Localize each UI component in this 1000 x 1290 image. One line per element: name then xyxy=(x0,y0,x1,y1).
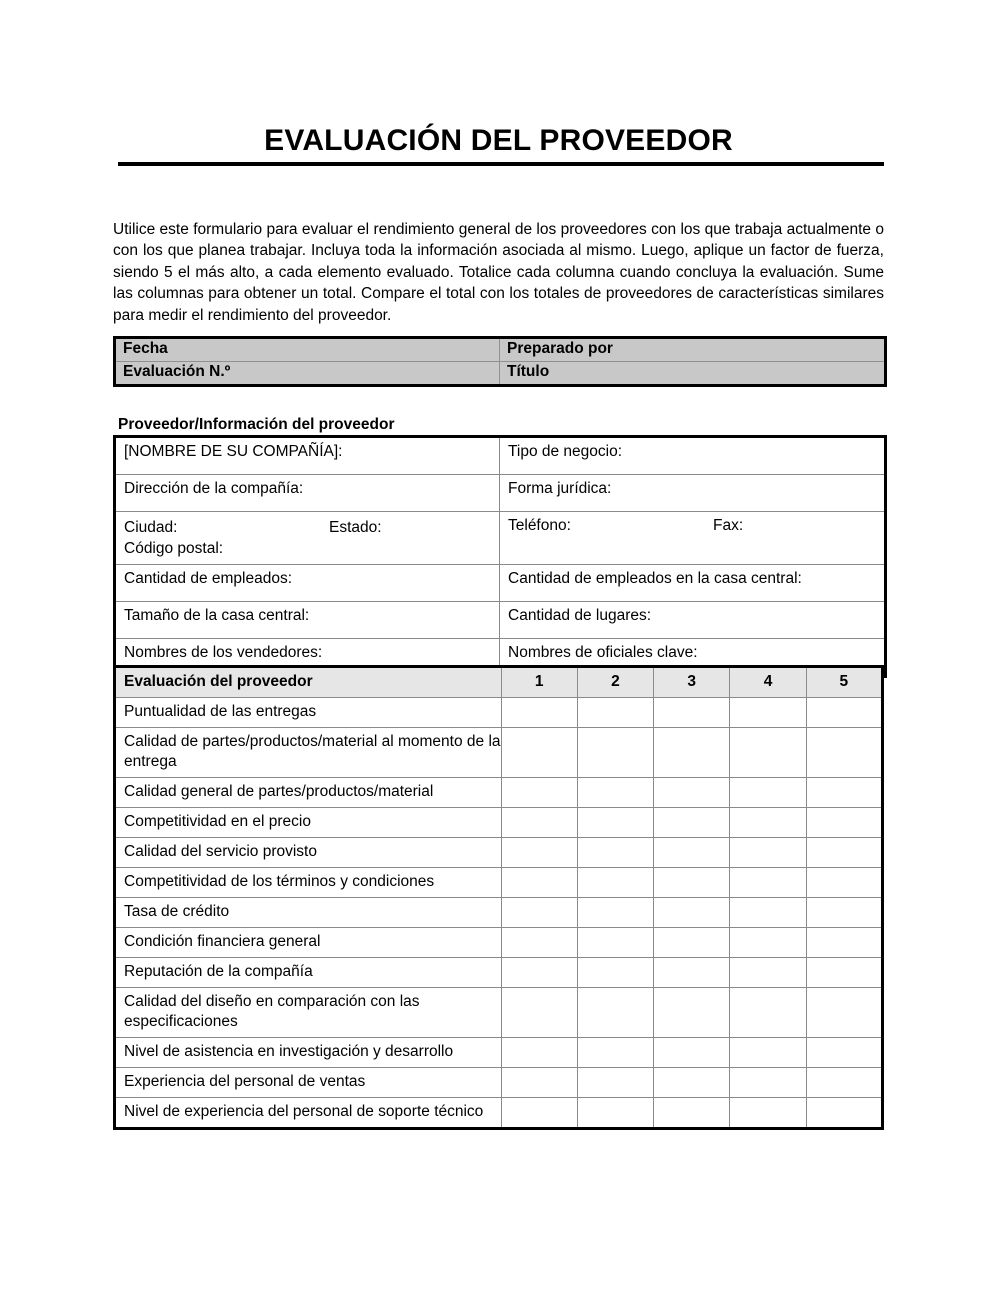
evaluation-score-cell[interactable] xyxy=(501,1098,577,1129)
evaluation-header-row xyxy=(115,667,883,698)
supplier-info-field-right[interactable]: Cantidad de empleados en la casa central: xyxy=(500,565,886,602)
supplier-info-field-left[interactable]: Nombres de los vendedores: xyxy=(115,639,500,677)
supplier-info-heading: Proveedor/Información del proveedor xyxy=(118,416,395,433)
evaluation-criterion-label: Calidad del servicio provisto xyxy=(115,838,502,868)
table-row xyxy=(115,512,886,565)
evaluation-score-cell[interactable] xyxy=(806,698,882,728)
supplier-info-field-right[interactable] xyxy=(500,512,886,565)
table-row xyxy=(115,475,886,512)
evaluation-score-cell[interactable] xyxy=(501,928,577,958)
evaluation-score-cell[interactable] xyxy=(501,898,577,928)
supplier-info-field-right[interactable]: Nombres de oficiales clave: xyxy=(500,639,886,677)
evaluation-score-cell[interactable] xyxy=(577,988,653,1038)
evaluation-score-cell[interactable] xyxy=(806,1068,882,1098)
evaluation-score-cell[interactable] xyxy=(654,958,730,988)
evaluation-score-cell[interactable] xyxy=(577,728,653,778)
evaluation-score-header-1: 1 xyxy=(501,667,577,698)
evaluation-criterion-label: Competitividad de los términos y condiciones xyxy=(115,868,502,898)
evaluation-score-cell[interactable] xyxy=(806,928,882,958)
evaluation-score-cell[interactable] xyxy=(730,698,806,728)
table-row xyxy=(115,1038,883,1068)
title-divider xyxy=(118,162,884,166)
evaluation-score-cell[interactable] xyxy=(501,868,577,898)
evaluation-score-header-4: 4 xyxy=(730,667,806,698)
table-row xyxy=(115,728,883,778)
evaluation-score-cell[interactable] xyxy=(577,838,653,868)
table-row xyxy=(115,1068,883,1098)
evaluation-score-cell[interactable] xyxy=(577,868,653,898)
evaluation-score-cell[interactable] xyxy=(730,988,806,1038)
evaluation-score-cell[interactable] xyxy=(577,928,653,958)
evaluation-score-cell[interactable] xyxy=(501,1038,577,1068)
supplier-info-field-left[interactable]: Cantidad de empleados: xyxy=(115,565,500,602)
evaluation-score-cell[interactable] xyxy=(730,1098,806,1129)
evaluation-score-cell[interactable] xyxy=(577,1038,653,1068)
evaluation-criterion-label: Experiencia del personal de ventas xyxy=(115,1068,502,1098)
evaluation-criterion-label: Competitividad en el precio xyxy=(115,808,502,838)
evaluation-score-header-5: 5 xyxy=(806,667,882,698)
evaluation-score-header-2: 2 xyxy=(577,667,653,698)
table-row xyxy=(115,437,886,475)
evaluation-score-cell[interactable] xyxy=(501,988,577,1038)
evaluation-score-cell[interactable] xyxy=(577,808,653,838)
evaluation-criterion-label: Reputación de la compañía xyxy=(115,958,502,988)
evaluation-score-cell[interactable] xyxy=(730,1068,806,1098)
intro-paragraph: Utilice este formulario para evaluar el rendimiento general de los proveedores con los que trabaja actualmente o con los que planea trabajar. Incluya toda la información asociada al mismo. Luego, aplique un factor de fuerza, siendo 5 el más alto, a cada elemento evaluado. Totalice cada columna cuando concluya la evaluación. Sume las columnas para obtener un total. Compare el total con los totales de proveedores de características similares para medir el rendimiento del proveedor. xyxy=(113,220,884,324)
evaluation-score-cell[interactable] xyxy=(654,808,730,838)
evaluation-score-cell[interactable] xyxy=(806,1098,882,1129)
table-row xyxy=(115,338,886,362)
evaluation-table xyxy=(113,665,884,1130)
evaluation-score-cell[interactable] xyxy=(654,1068,730,1098)
supplier-info-field-right[interactable]: Cantidad de lugares: xyxy=(500,602,886,639)
header-info-label-left[interactable]: Fecha xyxy=(115,338,500,362)
header-info-table xyxy=(113,336,887,387)
evaluation-criterion-label: Puntualidad de las entregas xyxy=(115,698,502,728)
evaluation-criterion-label: Nivel de experiencia del personal de soporte técnico xyxy=(115,1098,502,1129)
evaluation-score-cell[interactable] xyxy=(577,1068,653,1098)
evaluation-score-cell[interactable] xyxy=(654,1038,730,1068)
evaluation-score-cell[interactable] xyxy=(806,838,882,868)
header-info-label-right[interactable]: Preparado por xyxy=(500,338,886,362)
evaluation-score-cell[interactable] xyxy=(730,728,806,778)
evaluation-score-cell[interactable] xyxy=(577,958,653,988)
table-row xyxy=(115,362,886,386)
evaluation-score-cell[interactable] xyxy=(806,808,882,838)
evaluation-score-cell[interactable] xyxy=(806,898,882,928)
table-row xyxy=(115,1098,883,1129)
evaluation-score-cell[interactable] xyxy=(806,728,882,778)
evaluation-score-cell[interactable] xyxy=(730,868,806,898)
table-row xyxy=(115,565,886,602)
evaluation-score-cell[interactable] xyxy=(654,898,730,928)
evaluation-criterion-label: Tasa de crédito xyxy=(115,898,502,928)
evaluation-score-cell[interactable] xyxy=(806,958,882,988)
field-label: Fax: xyxy=(713,517,744,534)
evaluation-score-cell[interactable] xyxy=(730,958,806,988)
evaluation-score-cell[interactable] xyxy=(654,988,730,1038)
evaluation-score-cell[interactable] xyxy=(577,1098,653,1129)
evaluation-score-cell[interactable] xyxy=(806,868,882,898)
table-row xyxy=(115,868,883,898)
evaluation-criterion-header: Evaluación del proveedor xyxy=(115,667,502,698)
evaluation-criterion-label: Calidad general de partes/productos/material xyxy=(115,778,502,808)
field-label: Ciudad: xyxy=(124,519,178,536)
evaluation-score-cell[interactable] xyxy=(501,958,577,988)
page-title: EVALUACIÓN DEL PROVEEDOR xyxy=(264,124,733,157)
supplier-info-field-left[interactable] xyxy=(115,512,500,565)
table-row xyxy=(115,808,883,838)
evaluation-score-cell[interactable] xyxy=(654,1098,730,1129)
supplier-info-field-right[interactable]: Tipo de negocio: xyxy=(500,437,886,475)
evaluation-criterion-label: Calidad de partes/productos/material al momento de la entrega xyxy=(115,728,502,778)
evaluation-score-cell[interactable] xyxy=(501,728,577,778)
evaluation-score-cell[interactable] xyxy=(730,928,806,958)
evaluation-score-cell[interactable] xyxy=(654,838,730,868)
evaluation-criterion-label: Calidad del diseño en comparación con las especificaciones xyxy=(115,988,502,1038)
evaluation-score-cell[interactable] xyxy=(806,988,882,1038)
evaluation-score-cell[interactable] xyxy=(730,898,806,928)
evaluation-score-cell[interactable] xyxy=(501,808,577,838)
table-row xyxy=(115,958,883,988)
evaluation-criterion-label: Condición financiera general xyxy=(115,928,502,958)
evaluation-score-cell[interactable] xyxy=(654,868,730,898)
evaluation-score-cell[interactable] xyxy=(806,1038,882,1068)
table-row xyxy=(115,838,883,868)
supplier-info-field-left[interactable]: [NOMBRE DE SU COMPAÑÍA]: xyxy=(115,437,500,475)
evaluation-score-header-3: 3 xyxy=(654,667,730,698)
evaluation-score-cell[interactable] xyxy=(654,698,730,728)
supplier-info-field-left[interactable]: Tamaño de la casa central: xyxy=(115,602,500,639)
evaluation-score-cell[interactable] xyxy=(501,1068,577,1098)
evaluation-criterion-label: Nivel de asistencia en investigación y desarrollo xyxy=(115,1038,502,1068)
field-label: Código postal: xyxy=(124,540,224,557)
evaluation-score-cell[interactable] xyxy=(577,778,653,808)
evaluation-score-cell[interactable] xyxy=(577,898,653,928)
table-row xyxy=(115,898,883,928)
evaluation-score-cell[interactable] xyxy=(654,778,730,808)
header-info-label-left[interactable]: Evaluación N.º xyxy=(115,362,500,386)
supplier-info-table xyxy=(113,435,887,678)
table-row xyxy=(115,778,883,808)
supplier-info-field-right[interactable]: Forma jurídica: xyxy=(500,475,886,512)
evaluation-score-cell[interactable] xyxy=(654,728,730,778)
table-row xyxy=(115,602,886,639)
supplier-info-field-left[interactable]: Dirección de la compañía: xyxy=(115,475,500,512)
evaluation-score-cell[interactable] xyxy=(730,778,806,808)
table-row xyxy=(115,698,883,728)
field-label: Teléfono: xyxy=(508,517,571,534)
evaluation-score-cell[interactable] xyxy=(730,808,806,838)
evaluation-score-cell[interactable] xyxy=(730,838,806,868)
field-label: Estado: xyxy=(329,519,382,536)
table-row xyxy=(115,988,883,1038)
evaluation-score-cell[interactable] xyxy=(654,928,730,958)
evaluation-score-cell[interactable] xyxy=(501,778,577,808)
evaluation-score-cell[interactable] xyxy=(577,698,653,728)
evaluation-score-cell[interactable] xyxy=(806,778,882,808)
evaluation-score-cell[interactable] xyxy=(501,838,577,868)
evaluation-score-cell[interactable] xyxy=(730,1038,806,1068)
header-info-label-right[interactable]: Título xyxy=(500,362,886,386)
table-row xyxy=(115,928,883,958)
evaluation-score-cell[interactable] xyxy=(501,698,577,728)
